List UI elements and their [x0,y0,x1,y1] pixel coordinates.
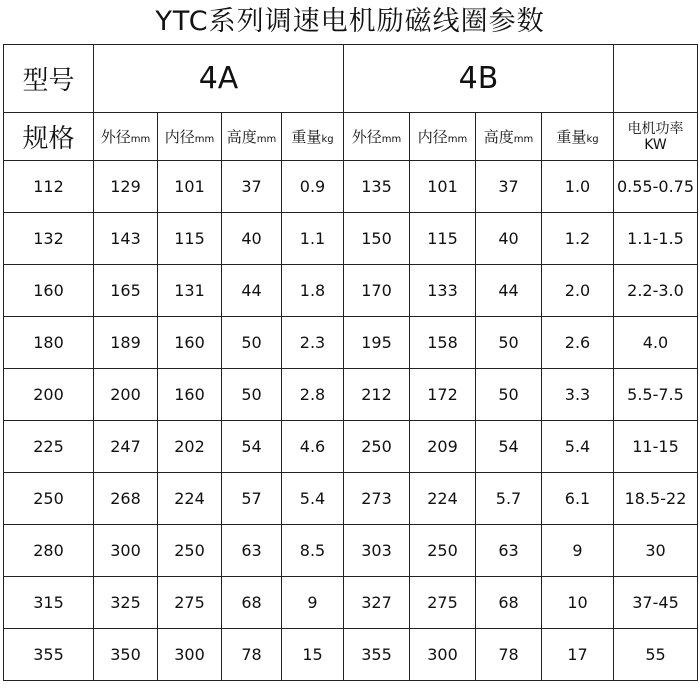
4a-weight-cell: 1.1 [282,213,344,265]
4b-height-cell: 50 [476,369,542,421]
4b-inner-diameter-cell: 101 [410,161,476,213]
group-4a-header: 4A [94,45,344,113]
4a-inner-diameter-cell: 250 [158,525,222,577]
model-label: 型号 [4,45,94,113]
4a-height-cell: 44 [222,265,282,317]
4a-weight-cell: 1.8 [282,265,344,317]
4b-outer-diameter-cell: 150 [344,213,410,265]
col-unit: mm [381,134,402,145]
4a-weight-cell: 5.4 [282,473,344,525]
motor-power-cell: 18.5-22 [614,473,698,525]
col-inner-diameter-b [410,113,476,161]
4a-outer-diameter-cell: 189 [94,317,158,369]
4a-height-cell: 63 [222,525,282,577]
4a-inner-diameter-cell: 300 [158,629,222,681]
4a-outer-diameter-cell: 247 [94,421,158,473]
4b-weight-cell: 1.2 [542,213,614,265]
col-name: 重量 [291,128,322,146]
parameter-table [3,44,698,681]
4b-weight-cell: 6.1 [542,473,614,525]
4b-weight-cell: 5.4 [542,421,614,473]
table-row [4,473,698,525]
4b-weight-cell: 1.0 [542,161,614,213]
4a-inner-diameter-cell: 202 [158,421,222,473]
table-row [4,213,698,265]
col-name: 外径 [351,128,382,146]
motor-power-cell: 4.0 [614,317,698,369]
col-outer-diameter-b [344,113,410,161]
4a-weight-cell: 8.5 [282,525,344,577]
4b-height-cell: 50 [476,317,542,369]
4b-weight-cell: 17 [542,629,614,681]
col-unit: mm [130,134,151,145]
4b-weight-cell: 9 [542,525,614,577]
4b-outer-diameter-cell: 327 [344,577,410,629]
col-outer-diameter-a [94,113,158,161]
col-inner-diameter-a [158,113,222,161]
4b-height-cell: 44 [476,265,542,317]
motor-power-cell: 2.2-3.0 [614,265,698,317]
4b-outer-diameter-cell: 303 [344,525,410,577]
4a-inner-diameter-cell: 160 [158,369,222,421]
col-name: 内径 [417,128,448,146]
motor-power-cell: 5.5-7.5 [614,369,698,421]
4a-weight-cell: 15 [282,629,344,681]
spec-size-cell: 200 [4,369,94,421]
col-weight-b [542,113,614,161]
4b-weight-cell: 10 [542,577,614,629]
motor-power-cell: 1.1-1.5 [614,213,698,265]
4b-height-cell: 5.7 [476,473,542,525]
col-unit: mm [256,134,277,145]
spec-size-cell: 315 [4,577,94,629]
4a-height-cell: 40 [222,213,282,265]
4b-outer-diameter-cell: 135 [344,161,410,213]
4b-outer-diameter-cell: 195 [344,317,410,369]
motor-power-cell: 37-45 [614,577,698,629]
4a-inner-diameter-cell: 101 [158,161,222,213]
4a-weight-cell: 2.3 [282,317,344,369]
spec-size-cell: 180 [4,317,94,369]
col-unit: mm [513,134,534,145]
table-row [4,265,698,317]
4a-weight-cell: 9 [282,577,344,629]
4b-weight-cell: 2.0 [542,265,614,317]
spec-size-cell: 225 [4,421,94,473]
col-name: 重量 [556,128,587,146]
col-unit: mm [447,134,468,145]
4b-height-cell: 37 [476,161,542,213]
power-header-line2: KW [644,136,667,153]
4a-inner-diameter-cell: 224 [158,473,222,525]
column-header-row [4,113,698,161]
spec-size-cell: 132 [4,213,94,265]
col-unit: mm [194,134,215,145]
spec-label: 规格 [4,113,94,161]
4b-inner-diameter-cell: 158 [410,317,476,369]
col-unit: kg [586,134,599,145]
col-name: 内径 [164,128,195,146]
4a-outer-diameter-cell: 350 [94,629,158,681]
4a-outer-diameter-cell: 165 [94,265,158,317]
col-name: 高度 [226,128,257,146]
col-motor-power [614,113,698,161]
4b-inner-diameter-cell: 300 [410,629,476,681]
4b-outer-diameter-cell: 250 [344,421,410,473]
table-row [4,369,698,421]
col-height-a [222,113,282,161]
motor-power-cell: 55 [614,629,698,681]
spec-size-cell: 250 [4,473,94,525]
spec-size-cell: 160 [4,265,94,317]
4b-outer-diameter-cell: 170 [344,265,410,317]
col-name: 高度 [483,128,514,146]
group-4b-header: 4B [344,45,614,113]
spec-size-cell: 355 [4,629,94,681]
4a-inner-diameter-cell: 275 [158,577,222,629]
table-row [4,629,698,681]
4b-outer-diameter-cell: 212 [344,369,410,421]
table-row [4,525,698,577]
4a-height-cell: 50 [222,369,282,421]
4b-weight-cell: 2.6 [542,317,614,369]
motor-power-cell: 0.55-0.75 [614,161,698,213]
4b-inner-diameter-cell: 115 [410,213,476,265]
4a-height-cell: 50 [222,317,282,369]
4a-outer-diameter-cell: 325 [94,577,158,629]
4a-inner-diameter-cell: 131 [158,265,222,317]
4a-outer-diameter-cell: 268 [94,473,158,525]
4a-height-cell: 54 [222,421,282,473]
col-name: 外径 [100,128,131,146]
col-unit: kg [321,134,334,145]
header-row [4,45,698,113]
4a-height-cell: 68 [222,577,282,629]
4b-height-cell: 68 [476,577,542,629]
4a-height-cell: 37 [222,161,282,213]
4a-height-cell: 57 [222,473,282,525]
4b-height-cell: 40 [476,213,542,265]
power-header-line1: 电机功率 [627,120,684,137]
4a-outer-diameter-cell: 143 [94,213,158,265]
4b-inner-diameter-cell: 172 [410,369,476,421]
4b-height-cell: 78 [476,629,542,681]
4b-height-cell: 63 [476,525,542,577]
spec-size-cell: 112 [4,161,94,213]
motor-power-cell: 11-15 [614,421,698,473]
4b-inner-diameter-cell: 209 [410,421,476,473]
motor-power-cell: 30 [614,525,698,577]
4b-inner-diameter-cell: 250 [410,525,476,577]
4a-outer-diameter-cell: 129 [94,161,158,213]
4b-weight-cell: 3.3 [542,369,614,421]
blank-header-cell [614,45,698,113]
4b-inner-diameter-cell: 133 [410,265,476,317]
page-title: YTC系列调速电机励磁线圈参数 [155,6,545,37]
4a-height-cell: 78 [222,629,282,681]
4b-outer-diameter-cell: 355 [344,629,410,681]
table-row [4,577,698,629]
table-row [4,421,698,473]
col-weight-a [282,113,344,161]
4b-inner-diameter-cell: 275 [410,577,476,629]
4b-inner-diameter-cell: 224 [410,473,476,525]
spec-size-cell: 280 [4,525,94,577]
col-height-b [476,113,542,161]
4a-weight-cell: 2.8 [282,369,344,421]
4b-outer-diameter-cell: 273 [344,473,410,525]
table-row [4,161,698,213]
4a-inner-diameter-cell: 115 [158,213,222,265]
4a-outer-diameter-cell: 300 [94,525,158,577]
table-row [4,317,698,369]
4a-weight-cell: 0.9 [282,161,344,213]
4a-weight-cell: 4.6 [282,421,344,473]
4a-inner-diameter-cell: 160 [158,317,222,369]
4b-height-cell: 54 [476,421,542,473]
4a-outer-diameter-cell: 200 [94,369,158,421]
